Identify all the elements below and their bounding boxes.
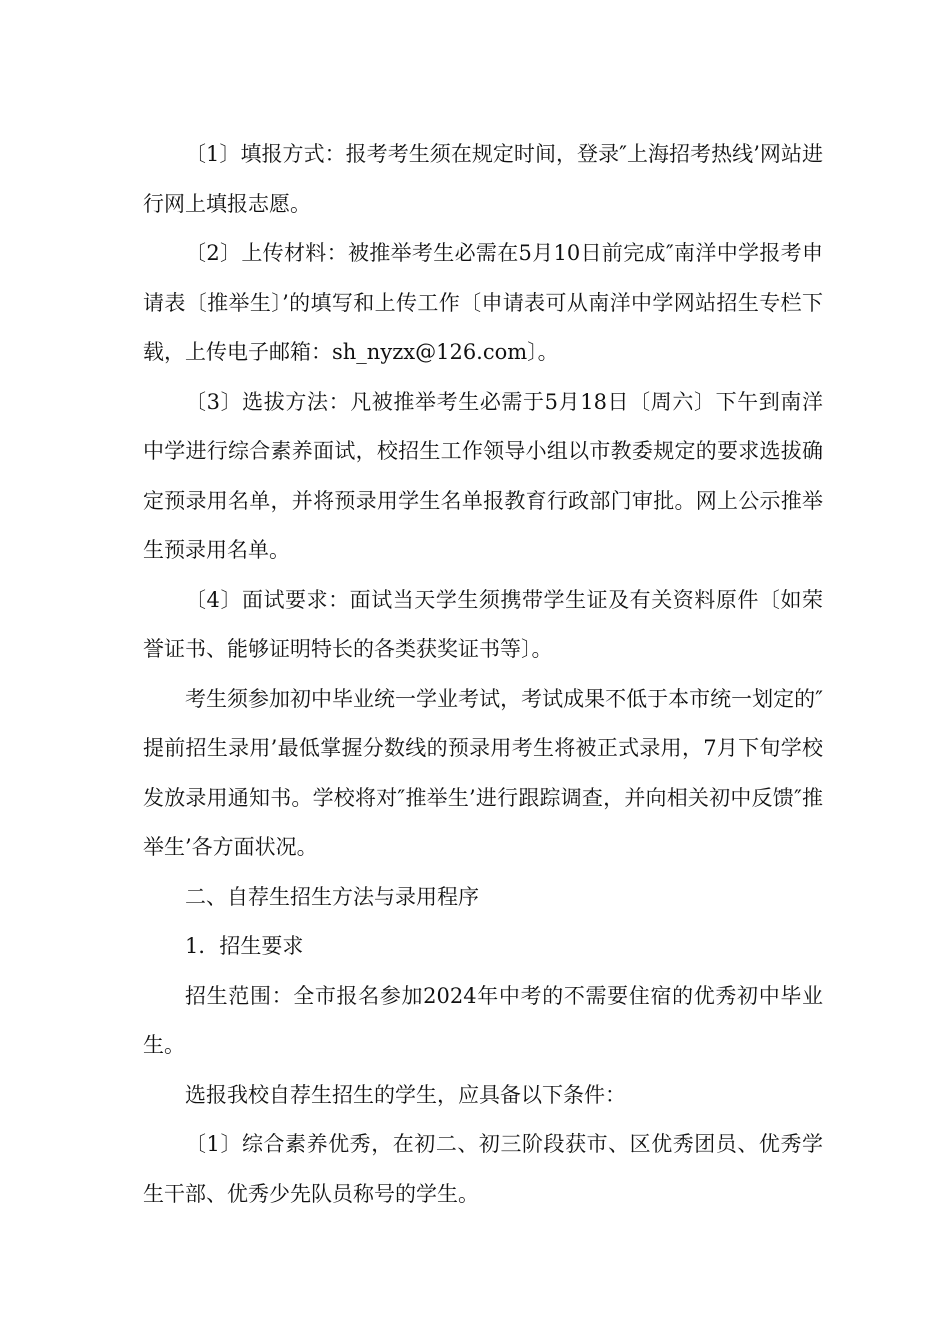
- paragraph-interview-requirements: 〔4〕面试要求：面试当天学生须携带学生证及有关资料原件〔如荣誉证书、能够证明特长的各类获奖证书等〕。: [143, 587, 823, 661]
- paragraph-condition-1: 〔1〕综合素养优秀，在初二、初三阶段获市、区优秀团员、优秀学生干部、优秀少先队员称号的学生。: [143, 1132, 823, 1206]
- subheading-admission-requirements: 1．招生要求: [185, 934, 304, 958]
- paragraph-admission-scope: 招生范围：全市报名参加2024年中考的不需要住宿的优秀初中毕业生。: [143, 983, 823, 1057]
- paragraph-fill-method: 〔1〕填报方式：报考考生须在规定时间，登录″上海招考热线’网站进行网上填报志愿。: [143, 142, 823, 216]
- paragraph-exam-admission: 考生须参加初中毕业统一学业考试，考试成果不低于本市统一划定的″提前招生录用’最低掌握分数线的预录用考生将被正式录用，7月下旬学校发放录用通知书。学校将对″推举生’进行跟踪调查，并向相关初中反馈″推举生’各方面状况。: [143, 686, 823, 859]
- paragraph-upload-materials: 〔2〕上传材料：被推举考生必需在5月10日前完成″南洋中学报考申请表〔推举生〕’的填写和上传工作〔申请表可从南洋中学网站招生专栏下载，上传电子邮箱：sh_nyzx@126.com〕。: [143, 241, 823, 364]
- paragraph-conditions-intro: 选报我校自荐生招生的学生，应具备以下条件：: [185, 1082, 626, 1107]
- document-body: [143, 130, 823, 1219]
- section-heading-self-recommended: 二、自荐生招生方法与录用程序: [185, 884, 479, 909]
- paragraph-selection-method: 〔3〕选拔方法：凡被推举考生必需于5月18日〔周六〕下午到南洋中学进行综合素养面试，校招生工作领导小组以市教委规定的要求选拔确定预录用名单，并将预录用学生名单报教育行政部门审批。网上公示推举生预录用名单。: [143, 389, 823, 562]
